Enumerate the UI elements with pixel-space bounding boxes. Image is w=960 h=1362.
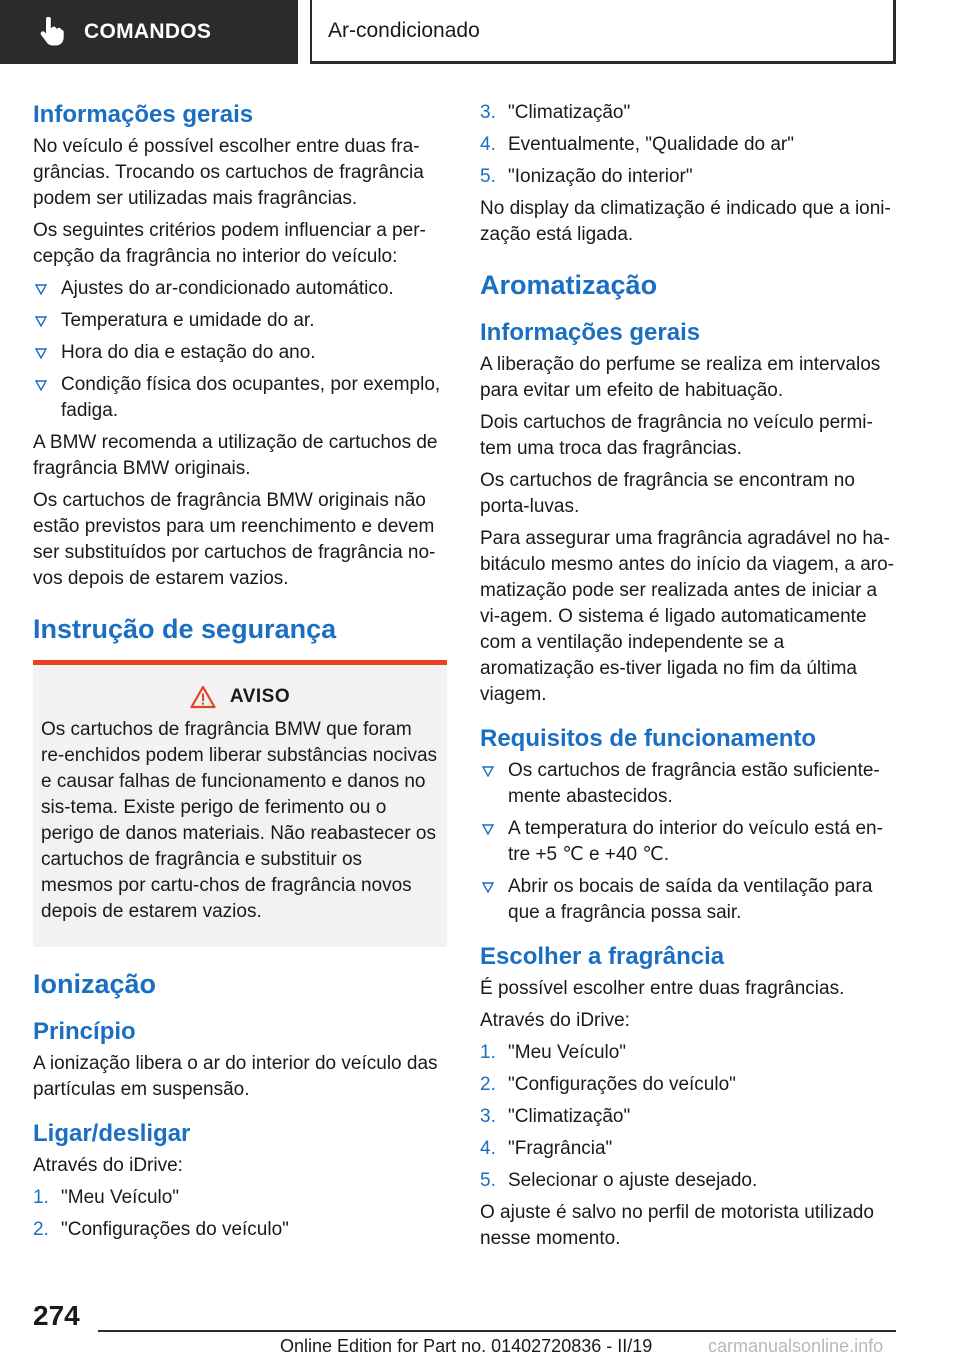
edition-text: Online Edition for Part no. 01402720836 - II/19 [280, 1336, 653, 1356]
heading-principle: Princípio [33, 1018, 136, 1045]
warning-triangle-icon [190, 685, 216, 709]
paragraph: Através do iDrive: [33, 1155, 183, 1176]
section-title: Ar-condicionado [328, 18, 480, 42]
warning-header [41, 685, 439, 709]
right-column [480, 100, 898, 1258]
requirements-list [480, 758, 898, 926]
steps-list-continued [480, 100, 898, 190]
list-item: 1. "Meu Veículo" [33, 1187, 180, 1208]
chapter-tab [0, 0, 298, 64]
heading-requirements: Requisitos de funcionamento [480, 725, 817, 752]
page-header [0, 0, 960, 66]
paragraph: No display da climatização é indicado que a ioni-zação está ligada. [480, 198, 891, 245]
heading-general-info: Informações gerais [33, 101, 254, 128]
warning-text: Os cartuchos de fragrância BMW que foram re-enchidos podem liberar substâncias nocivas e causar falhas de funcionamento e danos no sis-tema. Existe perigo de ferimento ou o perigo de danos materiais. Não reabastecer os cartuchos de fragrância e substituir os mesmos por cartu-chos de fragrância novos depois de estarem vazios. [41, 719, 438, 922]
list-item: 1. "Meu Veículo" [480, 1042, 627, 1063]
paragraph: Através do iDrive: [480, 1010, 630, 1031]
paragraph: A BMW recomenda a utilização de cartuchos de fragrância BMW originais. [33, 432, 438, 479]
criteria-list [33, 276, 447, 424]
left-column [33, 100, 447, 1249]
paragraph: A liberação do perfume se realiza em intervalos para evitar um efeito de habituação. [480, 354, 881, 401]
list-item: 2. "Configurações do veículo" [33, 1219, 289, 1240]
triangle-bullet-icon [35, 316, 47, 327]
list-item: 5. "Ionização do interior" [480, 166, 693, 187]
hand-pointer-icon [38, 17, 64, 47]
paragraph: Os cartuchos de fragrância se encontram no porta-luvas. [480, 470, 855, 517]
paragraph: Dois cartuchos de fragrância no veículo permi-tem uma troca das fragrâncias. [480, 412, 873, 459]
list-item: 2. "Configurações do veículo" [480, 1074, 736, 1095]
list-item: 5. Selecionar o ajuste desejado. [480, 1170, 758, 1191]
warning-box [33, 665, 447, 947]
paragraph: Os seguintes critérios podem influenciar a per-cepção da fragrância no interior do veículo: [33, 220, 426, 267]
page-number: 274 [33, 1300, 80, 1331]
list-item: Os cartuchos de fragrância estão suficiente-mente abastecidos. [480, 758, 898, 810]
heading-ionization: Ionização [33, 969, 157, 999]
paragraph: Para assegurar uma fragrância agradável no ha-bitáculo mesmo antes do início da viagem, a aro-matização pode ser realizada antes de iniciar a vi-agem. O sistema é ligado automaticamente com a ventilação independente se a aromatização es-tiver ligada no fim da última viagem. [480, 528, 894, 705]
list-item: Abrir os bocais de saída da ventilação para que a fragrância possa sair. [480, 874, 898, 926]
warning-title: AVISO [229, 686, 291, 707]
list-item: Ajustes do ar-condicionado automático. [33, 276, 447, 302]
triangle-bullet-icon [35, 284, 47, 295]
triangle-bullet-icon [35, 348, 47, 359]
paragraph: No veículo é possível escolher entre duas fra-grâncias. Trocando os cartuchos de fragrância podem ser utilizadas mais fragrâncias. [33, 136, 424, 209]
watermark: carmanualsonline.info [708, 1336, 884, 1356]
heading-choose-fragrance: Escolher a fragrância [480, 943, 725, 970]
fragrance-steps-list [480, 1040, 898, 1194]
triangle-bullet-icon [35, 380, 47, 391]
paragraph: Os cartuchos de fragrância BMW originais não estão previstos para um reenchimento e devem ser substituídos por cartuchos de fragrância no-vos depois de estarem vazios. [33, 490, 436, 589]
triangle-bullet-icon [482, 882, 494, 893]
paragraph: É possível escolher entre duas fragrâncias. [480, 978, 845, 999]
list-item: 4. Eventualmente, "Qualidade do ar" [480, 134, 795, 155]
list-item: 4. "Fragrância" [480, 1138, 613, 1159]
heading-general-info: Informações gerais [480, 319, 701, 346]
section-tab [310, 0, 896, 64]
heading-safety: Instrução de segurança [33, 614, 337, 644]
heading-aromatization: Aromatização [480, 270, 658, 300]
list-item: 3. "Climatização" [480, 1106, 631, 1127]
steps-list [33, 1185, 447, 1243]
list-item: Condição física dos ocupantes, por exemplo, fadiga. [33, 372, 447, 424]
chapter-title: COMANDOS [84, 20, 212, 43]
list-item: 3. "Climatização" [480, 102, 631, 123]
paragraph: O ajuste é salvo no perfil de motorista utilizado nesse momento. [480, 1202, 874, 1249]
list-item: A temperatura do interior do veículo está en-tre +5 ℃ e +40 ℃. [480, 816, 898, 868]
list-item: Hora do dia e estação do ano. [33, 340, 447, 366]
triangle-bullet-icon [482, 824, 494, 835]
heading-on-off: Ligar/desligar [33, 1120, 191, 1147]
triangle-bullet-icon [482, 766, 494, 777]
paragraph: A ionização libera o ar do interior do veículo das partículas em suspensão. [33, 1053, 438, 1100]
list-item: Temperatura e umidade do ar. [33, 308, 447, 334]
footer-rule [98, 1330, 896, 1332]
